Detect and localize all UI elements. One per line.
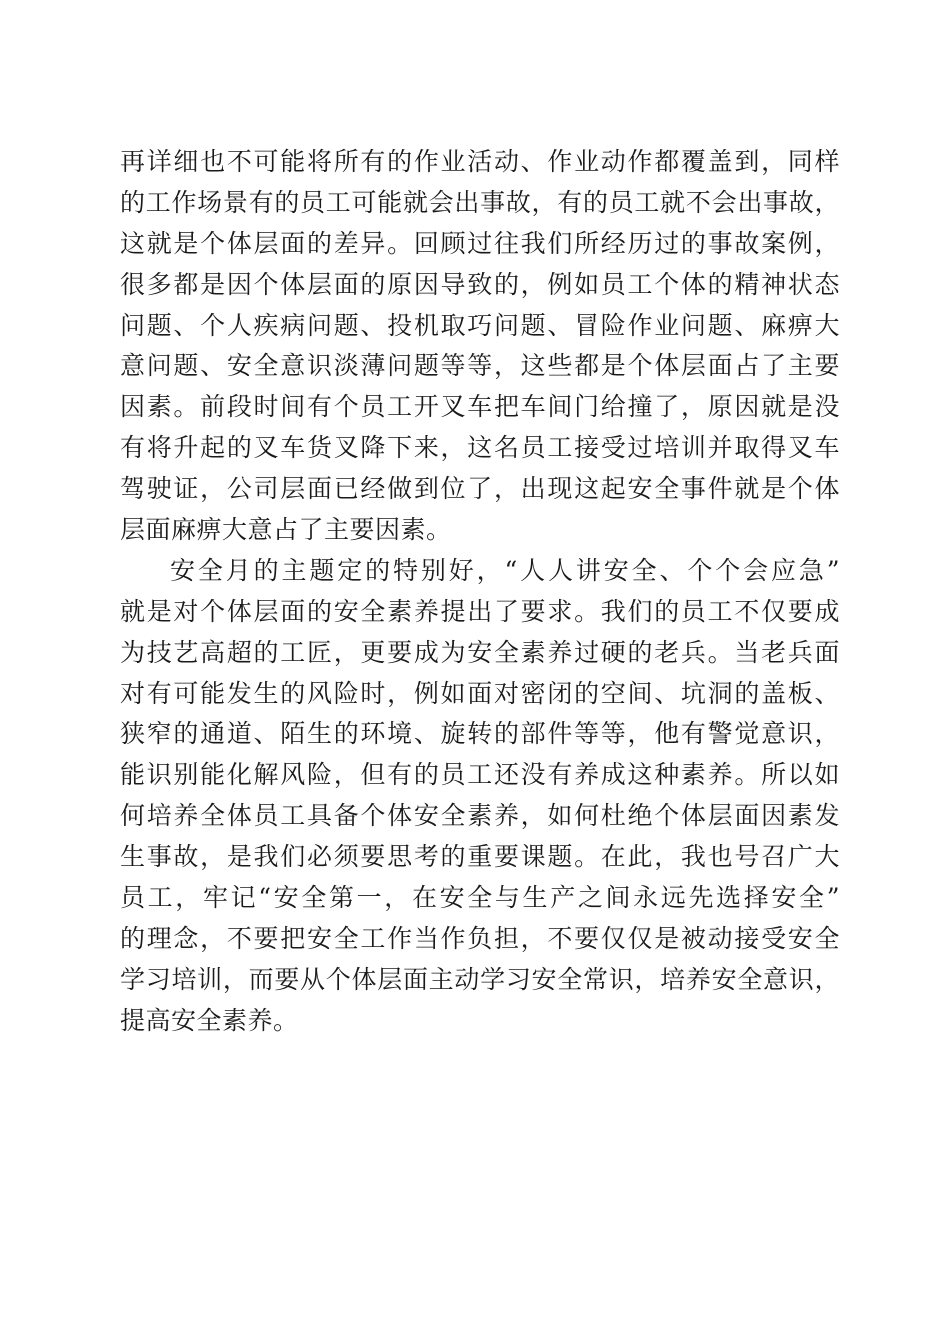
paragraph-2-line-6: 能识别能化解风险，但有的员工还没有养成这种素养。所以如 <box>120 760 840 790</box>
paragraph-1-line-4: 很多都是因个体层面的原因导致的，例如员工个体的精神状态 <box>120 269 840 299</box>
paragraph-2-line-11: 学习培训，而要从个体层面主动学习安全常识，培养安全意识， <box>120 964 840 994</box>
paragraph-2-line-8: 生事故，是我们必须要思考的重要课题。在此，我也号召广大 <box>120 842 840 872</box>
paragraph-2-line-4: 对有可能发生的风险时，例如面对密闭的空间、坑洞的盖板、 <box>120 678 840 708</box>
paragraph-2-line-2: 就是对个体层面的安全素养提出了要求。我们的员工不仅要成 <box>120 596 840 626</box>
paragraph-2-line-9: 员工，牢记“安全第一，在安全与生产之间永远先选择安全” <box>120 883 840 913</box>
body-text <box>120 142 840 1042</box>
paragraph-2-line-5: 狭窄的通道、陌生的环境、旋转的部件等等，他有警觉意识， <box>120 719 840 749</box>
paragraph-2-line-7: 何培养全体员工具备个体安全素养，如何杜绝个体层面因素发 <box>120 801 840 831</box>
paragraph-1-line-8: 有将升起的叉车货叉降下来，这名员工接受过培训并取得叉车 <box>120 433 840 463</box>
paragraph-1-line-7: 因素。前段时间有个员工开叉车把车间门给撞了，原因就是没 <box>120 392 840 422</box>
paragraph-2-line-12: 提高安全素养。 <box>120 1005 299 1035</box>
paragraph-1-line-3: 这就是个体层面的差异。回顾过往我们所经历过的事故案例， <box>120 228 840 258</box>
paragraph-2-line-10: 的理念，不要把安全工作当作负担，不要仅仅是被动接受安全 <box>120 923 840 953</box>
paragraph-1-line-5: 问题、个人疾病问题、投机取巧问题、冒险作业问题、麻痹大 <box>120 310 840 340</box>
paragraph-1-line-9: 驾驶证，公司层面已经做到位了，出现这起安全事件就是个体 <box>120 474 840 504</box>
paragraph-1-line-2: 的工作场景有的员工可能就会出事故，有的员工就不会出事故， <box>120 187 840 217</box>
paragraph-1-line-6: 意问题、安全意识淡薄问题等等，这些都是个体层面占了主要 <box>120 351 840 381</box>
paragraph-2-line-3: 为技艺高超的工匠，更要成为安全素养过硬的老兵。当老兵面 <box>120 637 840 667</box>
paragraph-1-line-1: 再详细也不可能将所有的作业活动、作业动作都覆盖到，同样 <box>120 147 840 176</box>
paragraph-1-line-10: 层面麻痹大意占了主要因素。 <box>120 515 452 545</box>
paragraph-2-line-1: 安全月的主题定的特别好，“人人讲安全、个个会应急” <box>170 555 840 585</box>
